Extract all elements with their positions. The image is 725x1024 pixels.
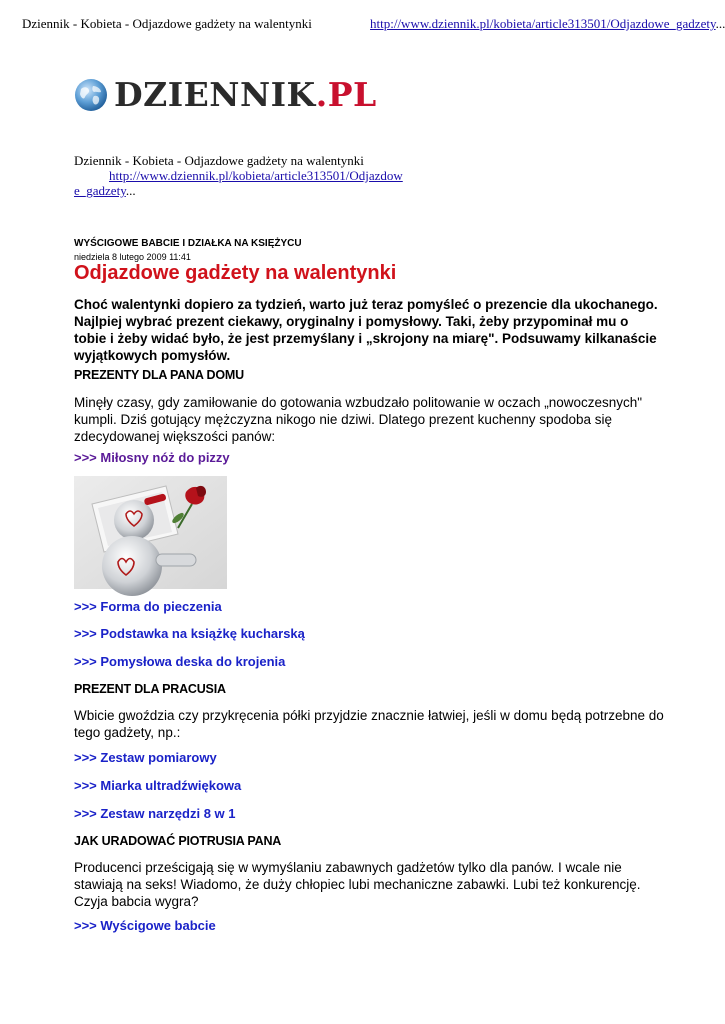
reference-url-line2[interactable] bbox=[74, 183, 394, 198]
article-date: niedziela 8 lutego 2009 11:41 bbox=[74, 252, 191, 262]
reference-url-link-1[interactable]: http://www.dziennik.pl/kobieta/article313501/Odjazdow bbox=[109, 168, 403, 183]
pizza-cutter-image bbox=[74, 476, 227, 589]
pizza-cutter-photo bbox=[74, 476, 227, 589]
section-text-pana-domu: Minęły czasy, gdy zamiłowanie do gotowania wzbudzało politowanie w oczach „nowoczesnych" kumpli. Dziś gotujący mężczyzna nikogo nie dziwi. Dlatego prezent kuchenny spodoba się zdecydowanej większości panów: bbox=[74, 395, 643, 444]
section-text-piotrusia: Producenci prześcigają się w wymyślaniu zabawnych gadżetów tylko dla panów. I wcale nie stawiają na seks! Wiadomo, że duży chłopiec lubi mechaniczne zabawki. Lubi też konkurencję. Czyja babcia wygra? bbox=[74, 860, 641, 909]
reference-url-ellipsis: ... bbox=[125, 183, 136, 198]
print-header-url-link[interactable]: http://www.dziennik.pl/kobieta/article313501/Odjazdowe_gadzety bbox=[370, 16, 716, 31]
section-text-pracusia: Wbicie gwoździa czy przykręcenia półki przyjdzie znacznie łatwiej, jeśli w domu będą potrzebne do tego gadżety, np.: bbox=[74, 708, 664, 740]
article-headline: Odjazdowe gadżety na walentynki bbox=[74, 262, 397, 284]
article-reference bbox=[74, 153, 403, 198]
site-logo[interactable] bbox=[74, 76, 377, 114]
print-header-url[interactable] bbox=[370, 16, 725, 32]
logo-wordmark bbox=[114, 76, 377, 114]
article-lead: Choć walentynki dopiero za tydzień, warto już teraz pomyśleć o prezencie dla ukochanego. Najlpiej wybrać prezent ciekawy, oryginalny i pomysłowy. Taki, żeby przypominał mu o tobie i żeby widać było, że jest przemyślany i „skrojony na miarę". Podsuwamy kilkanaście wyjątkowych pomysłów. bbox=[74, 297, 658, 363]
print-header-title: Dziennik - Kobieta - Odjazdowe gadżety na walentynki bbox=[22, 16, 312, 31]
print-header-url-ellipsis: ... bbox=[715, 16, 725, 31]
link-cutting-board[interactable]: >>> Pomysłowa deska do krojenia bbox=[74, 654, 286, 669]
link-pizza-knife[interactable]: >>> Miłosny nóż do pizzy bbox=[74, 450, 230, 465]
reference-url-link-2[interactable]: e_gadzety bbox=[74, 183, 126, 198]
section-heading-pana-domu: PREZENTY DLA PANA DOMU bbox=[74, 368, 244, 382]
reference-title: Dziennik - Kobieta - Odjazdowe gadżety na walentynki bbox=[74, 153, 364, 168]
section-kicker: WYŚCIGOWE BABCIE I DZIAŁKA NA KSIĘŻYCU bbox=[74, 238, 302, 249]
link-racing-grannies[interactable]: >>> Wyścigowe babcie bbox=[74, 918, 216, 933]
globe-icon bbox=[74, 78, 108, 112]
link-cookbook-stand[interactable]: >>> Podstawka na książkę kucharską bbox=[74, 626, 305, 641]
section-heading-pracusia: PREZENT DLA PRACUSIA bbox=[74, 682, 226, 696]
link-ultrasonic-tape[interactable]: >>> Miarka ultradźwiękowa bbox=[74, 778, 242, 793]
link-baking-mold[interactable]: >>> Forma do pieczenia bbox=[74, 599, 222, 614]
link-toolset-8in1[interactable]: >>> Zestaw narzędzi 8 w 1 bbox=[74, 806, 236, 821]
logo-domain: .PL bbox=[315, 75, 377, 114]
link-measuring-set[interactable]: >>> Zestaw pomiarowy bbox=[74, 750, 217, 765]
reference-url-line1[interactable] bbox=[74, 168, 403, 183]
logo-name: DZIENNIK bbox=[114, 75, 316, 114]
section-heading-piotrusia: JAK URADOWAĆ PIOTRUSIA PANA bbox=[74, 834, 282, 848]
